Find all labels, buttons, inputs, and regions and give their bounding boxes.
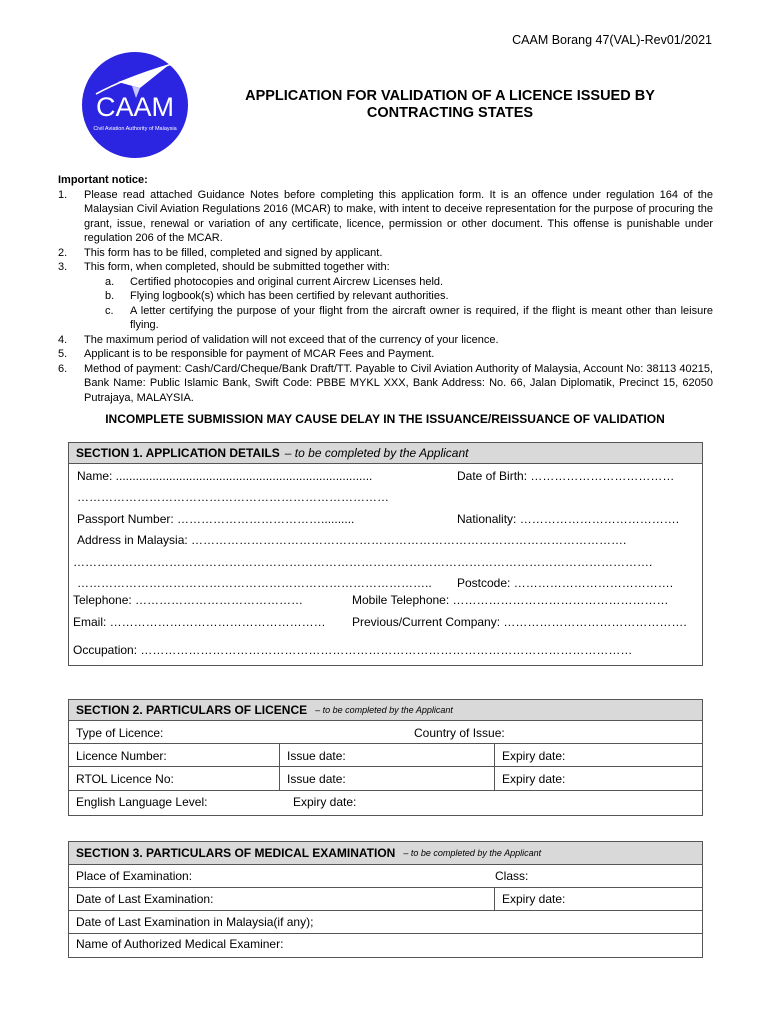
passport-number-field[interactable]: Passport Number: ……………………………….......... (77, 512, 355, 526)
form-reference: CAAM Borang 47(VAL)-Rev01/2021 (512, 33, 712, 47)
column-divider (494, 743, 495, 790)
row-divider (69, 910, 702, 911)
english-expiry-date-field[interactable]: Expiry date: (293, 795, 357, 809)
section-1-title: SECTION 1. APPLICATION DETAILS (76, 446, 280, 460)
section-3-subtitle: – to be completed by the Applicant (403, 848, 542, 858)
section-1-header (69, 443, 702, 464)
address-field-line-2[interactable]: ………………………………………………………………………………………………………………………………. (73, 555, 653, 569)
postcode-field[interactable]: Postcode: …………………………………. (457, 576, 674, 590)
notice-subitem: a. Certified photocopies and original current Aircrew Licenses held. (105, 275, 444, 288)
medical-expiry-date-field[interactable]: Expiry date: (502, 892, 566, 906)
licence-number-field[interactable]: Licence Number: (76, 749, 167, 763)
notice-item: 4. The maximum period of validation will not exceed that of the currency of your licence. (58, 333, 499, 346)
telephone-field[interactable]: Telephone: …………………………………… (73, 593, 304, 607)
section-2-title: SECTION 2. PARTICULARS OF LICENCE (76, 703, 308, 717)
english-level-field[interactable]: English Language Level: (76, 795, 208, 809)
section-3-title: SECTION 3. PARTICULARS OF MEDICAL EXAMINATION (76, 846, 396, 860)
name-field-continued[interactable]: …………………………………………………………………… (77, 490, 389, 504)
notice-item: 1. Please read attached Guidance Notes before completing this application form. It is an offence under regulation 164 of the Malaysian Civil Aviation Regulations 2016 (MCAR) to make, with intent to deceive representation for the purpose of procuring the grant, issue, renewal or variation of any certificate, licence, permission or other document. This offense is punishable under regulation 206 of the MCAR. (58, 188, 713, 244)
occupation-field[interactable]: Occupation: …………………………………………………………………………………………………………… (73, 643, 633, 657)
notice-item: 2. This form has to be filled, completed and signed by applicant. (58, 246, 383, 259)
row-divider (69, 887, 702, 888)
notice-subitem: b. Flying logbook(s) which has been certified by relevant authorities. (105, 290, 449, 302)
last-examination-malaysia-field[interactable]: Date of Last Examination in Malaysia(if any); (76, 915, 314, 929)
logo-text: CAAM (95, 92, 175, 122)
company-field[interactable]: Previous/Current Company: ………………………………………. (352, 615, 687, 629)
email-field[interactable]: Email: ……………………………………………… (73, 615, 326, 629)
mobile-telephone-field[interactable]: Mobile Telephone: ……………………………………………… (352, 593, 669, 607)
section-3-medical-examination (68, 841, 703, 958)
caam-logo (80, 50, 190, 160)
issue-date-field[interactable]: Issue date: (287, 749, 346, 763)
country-of-issue-field[interactable]: Country of Issue: (414, 726, 505, 740)
row-divider (69, 790, 702, 791)
submission-warning: INCOMPLETE SUBMISSION MAY CAUSE DELAY IN THE ISSUANCE/REISSUANCE OF VALIDATION (105, 412, 665, 426)
section-1-application-details (68, 442, 703, 666)
row-divider (69, 933, 702, 934)
important-notice (58, 173, 713, 405)
title-line-1: APPLICATION FOR VALIDATION OF A LICENCE ISSUED BY (245, 88, 655, 104)
type-of-licence-field[interactable]: Type of Licence: (76, 726, 164, 740)
notice-heading: Important notice: (58, 174, 148, 186)
title-line-2: CONTRACTING STATES (366, 105, 534, 121)
last-examination-date-field[interactable]: Date of Last Examination: (76, 892, 214, 906)
rtol-licence-field[interactable]: RTOL Licence No: (76, 772, 174, 786)
page-title (200, 88, 700, 122)
medical-examiner-field[interactable]: Name of Authorized Medical Examiner: (76, 937, 284, 951)
section-3-header (69, 842, 702, 865)
row-divider (69, 743, 702, 744)
rtol-issue-date-field[interactable]: Issue date: (287, 772, 346, 786)
date-of-birth-field[interactable]: Date of Birth: ……………………………… (457, 469, 675, 483)
section-1-subtitle: – to be completed by the Applicant (284, 446, 469, 460)
notice-subitem: c. A letter certifying the purpose of your flight from the aircraft owner is required, if the flight is meant other than leisure flying. (105, 304, 713, 331)
logo-subtext: Civil Aviation Authority of Malaysia (93, 126, 177, 132)
row-divider (69, 766, 702, 767)
notice-item: 6. Method of payment: Cash/Card/Cheque/Bank Draft/TT. Payable to Civil Aviation Authority of Malaysia, Account No: 38113 40215, Bank Name: Public Islamic Bank, Swift Code: PBBE MYKL XXX, Bank Address: No. 66, Jalan Diplomatik, Precinct 15, 62050 Putrajaya, MALAYSIA. (58, 362, 713, 404)
section-2-header (69, 700, 702, 721)
address-field[interactable]: Address in Malaysia: ………………………………………………………………………………………………. (77, 533, 627, 547)
section-2-subtitle: – to be completed by the Applicant (315, 705, 453, 715)
section-2-licence-particulars (68, 699, 703, 816)
nationality-field[interactable]: Nationality: …………………………………. (457, 512, 680, 526)
notice-item: 5. Applicant is to be responsible for payment of MCAR Fees and Payment. (58, 348, 435, 360)
class-field[interactable]: Class: (495, 869, 529, 883)
name-field[interactable]: Name: ............................................................................. (77, 469, 373, 483)
rtol-expiry-date-field[interactable]: Expiry date: (502, 772, 566, 786)
column-divider (279, 743, 280, 790)
place-of-examination-field[interactable]: Place of Examination: (76, 869, 193, 883)
notice-item: 3. This form, when completed, should be submitted together with: (58, 261, 390, 273)
address-field-line-3[interactable]: …………………………………………………………………………….. (77, 576, 432, 590)
expiry-date-field[interactable]: Expiry date: (502, 749, 566, 763)
column-divider (494, 887, 495, 910)
